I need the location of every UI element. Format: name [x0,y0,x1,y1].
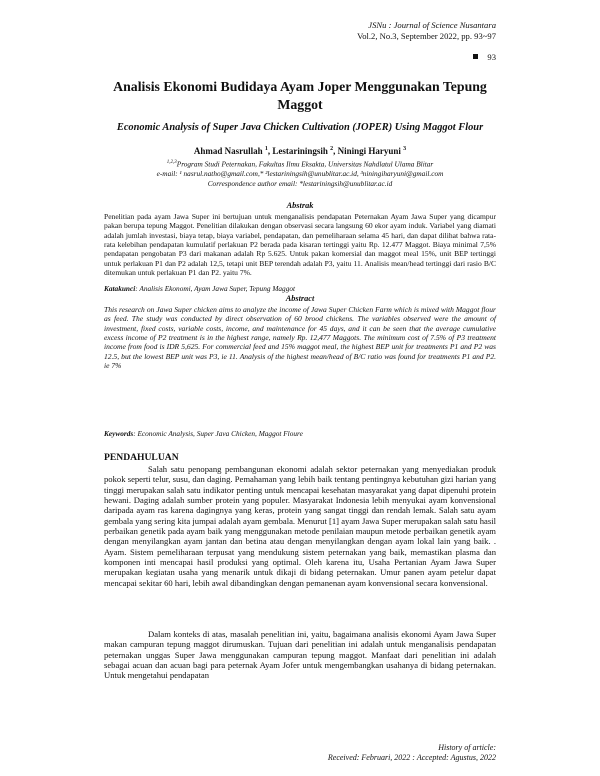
katakunci-label: Katakunci [104,284,136,293]
author-3-sup: 3 [403,146,407,152]
correspondence-line: Correspondence author email: *lestariningsih@unublitar.ac.id [207,179,393,189]
author-2-sup: 2 [330,146,334,152]
section-heading-pendahuluan: PENDAHULUAN [104,452,179,463]
keywords-line [104,429,496,438]
intro-paragraph-1-text: Salah satu penopang pembangunan ekonomi adalah sektor peternakan yang menyediakan produk pokok seperti telur, susu, dan daging. Pemahaman yang lebih baik tentang pentingnya kebutuhan gizi harian yang tinggi merupakan salah satu indikator penting untuk mencapai kesehatan masyarakat yang dapat dipenuhi protein hewani. Daging adalah sumber protein yang populer. Masyarakat Indonesia lebih menyukai ayam konvensional daripada ayam ras karena dagingnya yang keras, protein yang sangat tinggi dan rendah lemak. Salah satu ayam gembala yang sering kita jumpai adalah ayam gembala. Menurut [1] ayam Jawa Super merupakan salah satu hasil perbaikan genetik pada ayam baik yang menggunakan metode penilaian maupun metode perbaikan genetik ayam dengan menyilangkan ayam jantan dan betina atau dengan menyilangkan dengan ayam lokal lain yang baik. . Ayam. Sistem pemeliharaan terpusat yang mendukung sistem peternakan yang baik, memastikan plasma dan komponen inti mencapai hasil produksi yang optimal. Oleh karena itu, Usaha Pertanian Ayam Jawa Super merupakan kegiatan usaha yang menarik untuk dikaji di bidang peternakan. Umur panen ayam petelur dapat mencapai sekitar 60 hari, lebih awal dibandingkan dengan pemanenan ayam konvensional secara konvensional. [104,464,496,588]
affiliation-text: Program Studi Peternakan, Fakultas Ilmu Eksakta, Universitas Nahdlatul Ulama Blitar [176,159,434,169]
katakunci-text: : Analisis Ekonomi, Ayam Jawa Super, Tepung Maggot [135,284,296,293]
running-header [357,20,496,42]
intro-paragraph-2-text: Dalam konteks di atas, masalah penelitian ini, yaitu, bagaimana analisis ekonomi Ayam Jawa Super makan campuran tepung maggot dirumuskan. Tujuan dari penelitian ini adalah untuk menganalisis pendapatan peternakan unggas Super Jawa menggunakan campuran tepung maggot. Manfaat dari penelitian ini adalah sebagai acuan dan acuan bagi para peternak Ayam Jofer untuk mengembangkan usahanya di bidang peternakan. Untuk mengetahui pendapatan [104,629,496,681]
abstrak-text: Penelitian pada ayam Jawa Super ini bertujuan untuk menganalisis pendapatan Peternakan Ayam Jawa Super yang dicampur pakan berupa tepung Maggot. Penelitian dilakukan dengan observasi secara langsung 60 ekor ayam induk. Variabel yang diamati adalah jumlah investasi, biaya tetap, biaya variabel, pendapatan, dan pemeliharaan selama 45 hari, dan dapat dilihat bahwa rata-rata kelebihan pendapatan kumulatif perlakuan P2 berada pada kisaran tertinggi yaitu Rp. 12.477 Maggot. Biaya minimal 7,5% pendapatan pengobatan P3 dari makanan adalah Rp 5.625. Untuk pakan komersial dan maggot meal 15%, unit BEP tertinggi untuk perlakuan P1 dan P2 adalah 12,5, tetapi unit BEP terendah adalah P3, yaitu 11. Analisis mean/head tertinggi dari rasio B/C ditemukan untuk perlakuan P1 dan P2. yaitu 7%. [104,212,496,278]
intro-paragraph-1 [104,464,496,588]
volume-info: Vol.2, No.3, September 2022, pp. 93~97 [357,31,496,41]
email-line: e-mail: ¹ nasrul.natho@gmail.com,* ²lestariningsih@unublitar.ac.id, ³niningiharyuni@gmail.com [156,169,444,179]
paper-title-english: Economic Analysis of Super Java Chicken Cultivation (JOPER) Using Maggot Flour [116,122,484,133]
history-label: History of article: [438,743,496,752]
history-dates: Received: Februari, 2022 : Accepted: Agustus, 2022 [327,753,496,762]
journal-name: JSNu : Journal of Science Nusantara [368,20,496,30]
affiliation-line [80,158,520,169]
paper-title: Analisis Ekonomi Budidaya Ayam Joper Menggunakan Tepung Maggot [113,79,487,112]
author-2: , Lestariningsih [267,146,331,156]
keywords-label: Keywords [104,429,134,438]
abstrak-heading: Abstrak [286,201,314,210]
intro-paragraph-2 [104,629,496,681]
page-number [473,52,496,62]
abstract-heading: Abstract [285,294,315,303]
author-3: , Niningi Haryuni [333,146,404,156]
author-1: Ahmad Nasrullah [193,146,265,156]
abstract-text: This research on Jawa Super chicken aims to analyze the income of Jawa Super Chicken Farm which is mixed with Maggot flour as feed. The study was conducted by direct observation of 60 brood chickens. The variables observed were the amount of investment, fixed costs, variable costs, income, and maintenance for 45 days, and it can be seen that the average cumulative excess income of P2 treatment is in the highest range, namely Rp. 12,477 Maggots. The minimum cost of 7.5% of P3 treatment income from food is IDR 5,625. For commercial feed and 15% maggot meal, the highest BEP unit for treatments P1 and P2 was 12.5, but the lowest BEP unit was P3, ie 11. Analysis of the highest mean/head of B/C ratio was found for treatments P1 and P2. ie 7% [104,305,496,371]
keywords-text: : Economic Analysis, Super Java Chicken, Maggot Floure [133,429,303,438]
article-history [328,743,496,763]
author-list [80,146,520,156]
katakunci-line [104,284,496,293]
affiliation-sup: 1,2,3 [166,160,177,165]
square-bullet-icon [473,54,478,59]
page-number-text: 93 [487,52,496,62]
affiliations [80,158,520,189]
author-1-sup: 1 [264,146,268,152]
